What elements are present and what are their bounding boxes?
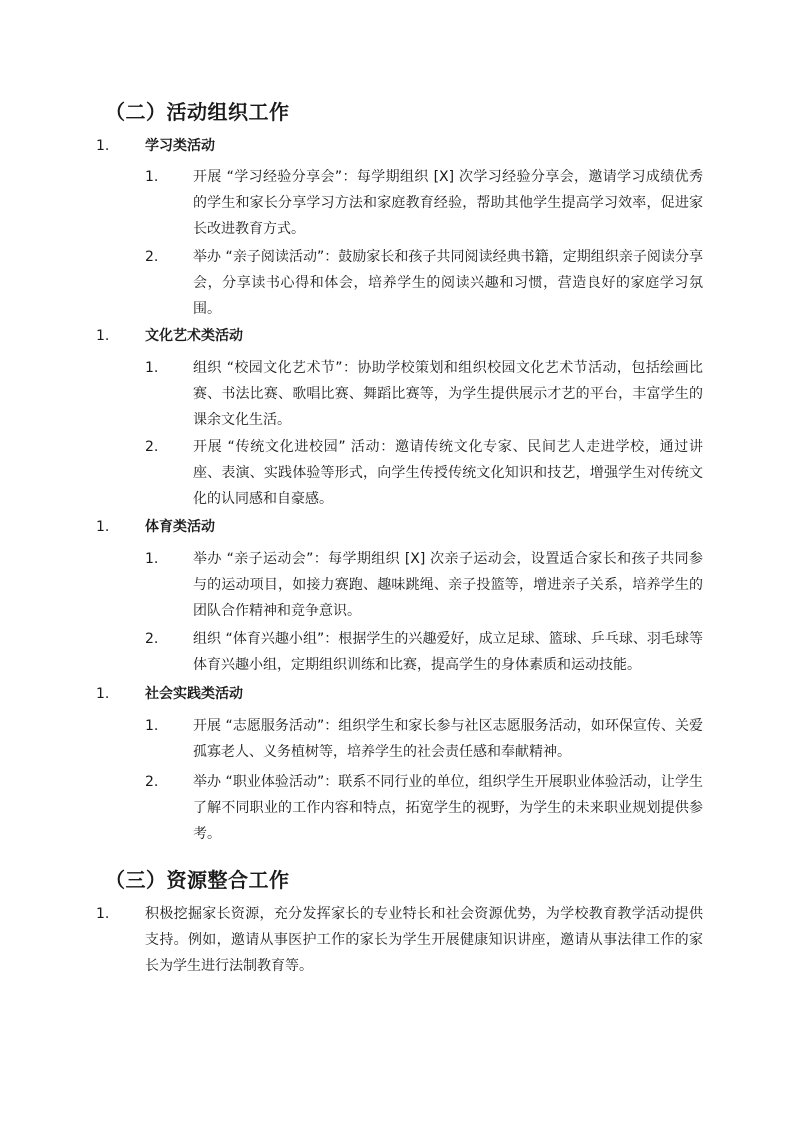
list-item-text: 开展 “学习经验分享会”：每学期组织 [X] 次学习经验分享会，邀请学习成绩优秀的学生和家长分享学习方法和家庭教育经验，帮助其他学生提高学习效率，促进家长改进教育方式。: [193, 169, 703, 237]
item-number: 1.: [96, 906, 110, 922]
category-title: 文化艺术类活动: [145, 328, 243, 344]
section-heading: （二）活动组织工作: [105, 100, 290, 124]
paragraph-text: 积极挖掘家长资源，充分发挥家长的专业特长和社会资源优势，为学校教育教学活动提供支持。例如，邀请从事医护工作的家长为学生开展健康知识讲座，邀请从事法律工作的家长为学生进行法制教育等。: [145, 906, 703, 974]
category-number: 1.: [96, 686, 110, 702]
item-number: 2.: [145, 774, 159, 790]
item-number: 1.: [145, 718, 159, 734]
list-item-text: 举办 “亲子阅读活动”：鼓励家长和孩子共同阅读经典书籍，定期组织亲子阅读分享会，分享读书心得和体会，培养学生的阅读兴趣和习惯，营造良好的家庭学习氛围。: [193, 249, 703, 317]
list-item-text: 组织 “体育兴趣小组”：根据学生的兴趣爱好，成立足球、篮球、乒乓球、羽毛球等体育兴趣小组，定期组织训练和比赛，提高学生的身体素质和运动技能。: [193, 631, 703, 673]
category-title: 社会实践类活动: [145, 686, 243, 702]
item-number: 2.: [145, 439, 159, 455]
item-number: 1.: [145, 360, 159, 376]
category-title: 体育类活动: [145, 519, 215, 535]
list-item-text: 组织 “校园文化艺术节”：协助学校策划和组织校园文化艺术节活动，包括绘画比赛、书法比赛、歌唱比赛、舞蹈比赛等，为学生提供展示才艺的平台，丰富学生的课余文化生活。: [193, 360, 703, 428]
category-number: 1.: [96, 138, 110, 154]
list-item-text: 举办 “职业体验活动”：联系不同行业的单位，组织学生开展职业体验活动，让学生了解不同职业的工作内容和特点，拓宽学生的视野，为学生的未来职业规划提供参考。: [193, 774, 703, 842]
list-item-text: 开展 “志愿服务活动”：组织学生和家长参与社区志愿服务活动，如环保宣传、关爱孤寡老人、义务植树等，培养学生的社会责任感和奉献精神。: [193, 718, 703, 760]
category-number: 1.: [96, 519, 110, 535]
list-item-text: 开展 “传统文化进校园” 活动：邀请传统文化专家、民间艺人走进学校，通过讲座、表演、实践体验等形式，向学生传授传统文化知识和技艺，增强学生对传统文化的认同感和自豪感。: [193, 439, 703, 507]
item-number: 1.: [145, 551, 159, 567]
item-number: 1.: [145, 169, 159, 185]
category-title: 学习类活动: [145, 138, 215, 154]
item-number: 2.: [145, 249, 159, 265]
item-number: 2.: [145, 631, 159, 647]
list-item-text: 举办 “亲子运动会”：每学期组织 [X] 次亲子运动会，设置适合家长和孩子共同参与的运动项目，如接力赛跑、趣味跳绳、亲子投篮等，增进亲子关系，培养学生的团队合作精神和竞争意识。: [193, 551, 703, 619]
category-number: 1.: [96, 328, 110, 344]
section-heading: （三）资源整合工作: [105, 868, 290, 892]
